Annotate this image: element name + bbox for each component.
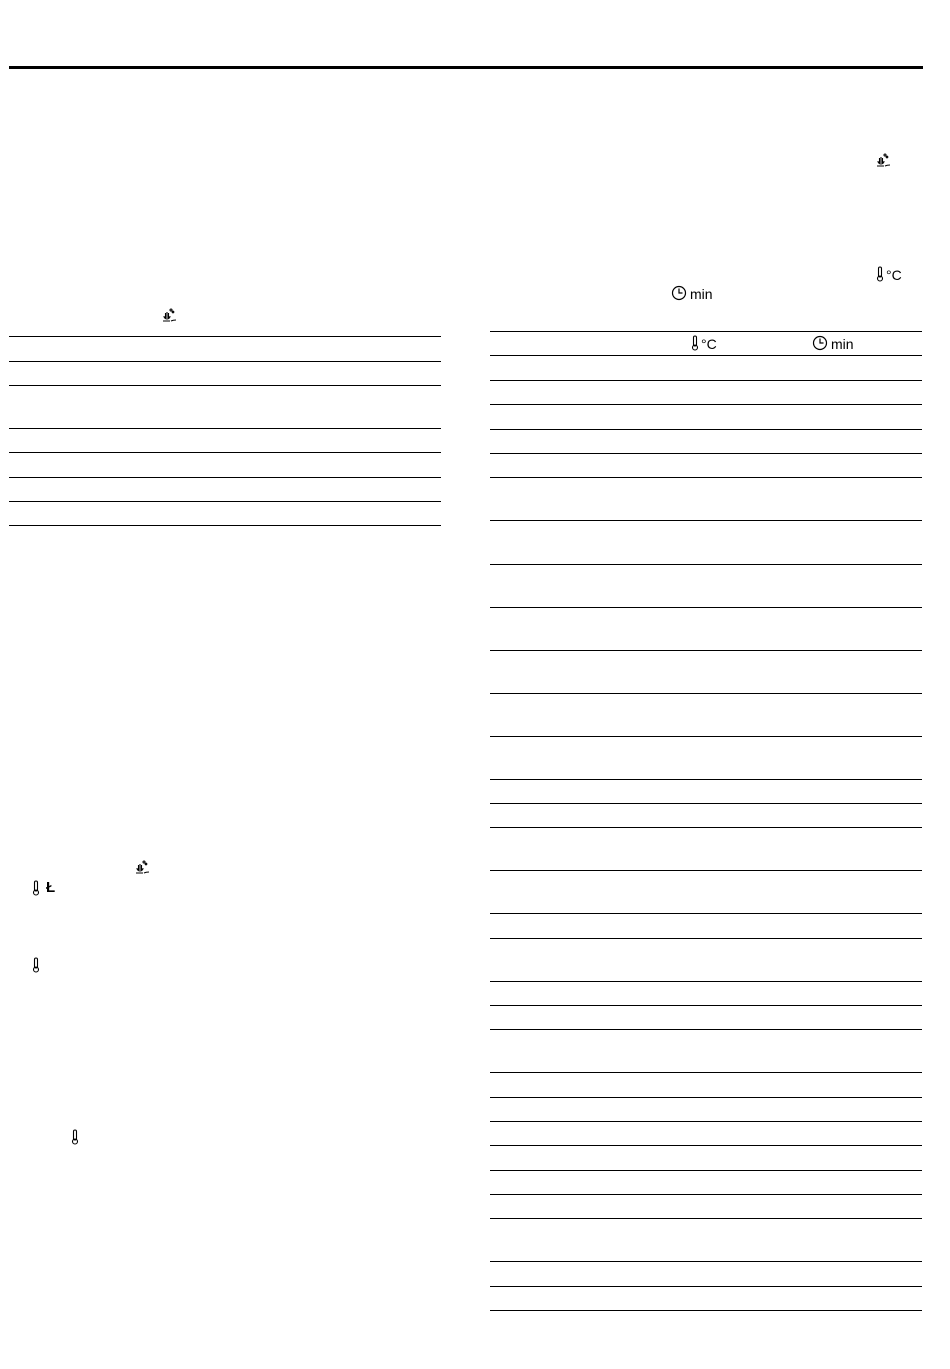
right-table-rule bbox=[490, 1145, 922, 1146]
time-unit: min bbox=[690, 286, 713, 302]
right-table-rule bbox=[490, 1029, 922, 1030]
right-table-rule bbox=[490, 779, 922, 780]
right-table-rule bbox=[490, 520, 922, 521]
right-table-rule bbox=[490, 693, 922, 694]
left-table-rule bbox=[9, 525, 441, 526]
right-table-rule bbox=[490, 477, 922, 478]
right-table-rule bbox=[490, 1286, 922, 1287]
right-table-rule bbox=[490, 404, 922, 405]
right-table-rule bbox=[490, 736, 922, 737]
left-table-rule bbox=[9, 501, 441, 502]
thermometer-icon bbox=[71, 1129, 79, 1145]
right-table-rule bbox=[490, 650, 922, 651]
right-table-rule bbox=[490, 1121, 922, 1122]
steam-icon bbox=[874, 153, 894, 171]
right-table-rule bbox=[490, 938, 922, 939]
left-table-rule bbox=[9, 385, 441, 386]
page-top-rule bbox=[9, 66, 923, 69]
right-table-rule bbox=[490, 1170, 922, 1171]
right-table-rule bbox=[490, 913, 922, 914]
header-time-unit: min bbox=[831, 336, 854, 352]
left-table-rule bbox=[9, 361, 441, 362]
right-table-rule bbox=[490, 981, 922, 982]
right-table-rule bbox=[490, 1005, 922, 1006]
steam-icon bbox=[133, 860, 153, 878]
clock-icon bbox=[671, 285, 687, 301]
right-table-rule bbox=[490, 607, 922, 608]
right-table-rule bbox=[490, 1097, 922, 1098]
right-table-rule bbox=[490, 870, 922, 871]
right-table-rule bbox=[490, 355, 922, 356]
right-table-rule bbox=[490, 453, 922, 454]
thermometer-icon bbox=[876, 266, 884, 282]
right-table-rule bbox=[490, 1310, 922, 1311]
display-symbol: Ł bbox=[46, 879, 56, 896]
header-temperature-unit: °C bbox=[701, 336, 717, 352]
left-table-rule bbox=[9, 428, 441, 429]
right-table-rule bbox=[490, 803, 922, 804]
steam-icon bbox=[160, 308, 180, 326]
left-table-rule bbox=[9, 336, 441, 337]
temperature-unit: °C bbox=[886, 267, 902, 283]
right-table-rule bbox=[490, 564, 922, 565]
left-table-rule bbox=[9, 477, 441, 478]
right-table-rule bbox=[490, 380, 922, 381]
right-table-rule bbox=[490, 1261, 922, 1262]
right-table-rule bbox=[490, 1218, 922, 1219]
right-table-rule bbox=[490, 331, 922, 332]
thermometer-icon bbox=[691, 335, 699, 351]
right-table-rule bbox=[490, 827, 922, 828]
left-table-rule bbox=[9, 452, 441, 453]
right-table-rule bbox=[490, 1072, 922, 1073]
thermometer-icon bbox=[32, 880, 40, 896]
thermometer-icon bbox=[32, 957, 40, 973]
right-table-column-divider bbox=[688, 355, 689, 1310]
right-table-rule bbox=[490, 429, 922, 430]
clock-icon bbox=[812, 335, 828, 351]
right-table-rule bbox=[490, 1194, 922, 1195]
